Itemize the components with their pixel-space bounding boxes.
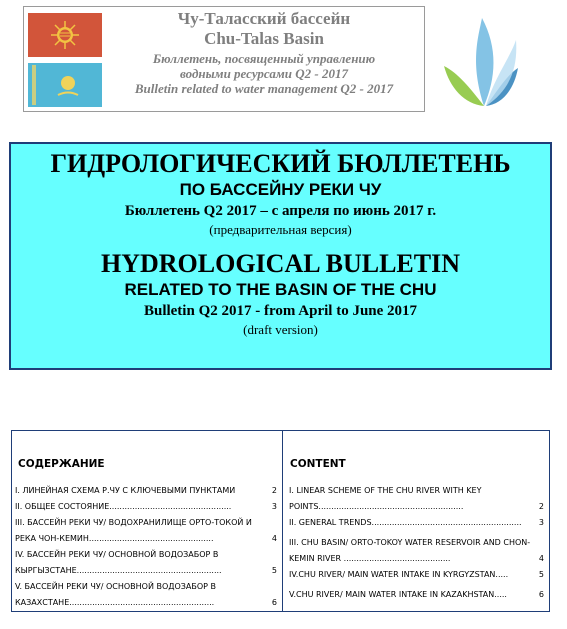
title-ru-sub: ПО БАССЕЙНУ РЕКИ ЧУ — [179, 180, 382, 199]
toc-en-item-2[interactable] — [289, 515, 544, 531]
toc-item-page: 4 — [271, 534, 277, 543]
toc-item-text: III. БАССЕЙН РЕКИ ЧУ/ ВОДОХРАНИЛИЩЕ ОРТО-ТОКОЙ И РЕКА ЧОН-КЕМИН................................................. — [15, 518, 252, 543]
toc-item-text: II. GENERAL TRENDS........................................................... — [289, 518, 522, 527]
title-ru-block — [11, 144, 550, 239]
toc-ru-column — [12, 431, 283, 611]
toc-item-text: IV.CHU RIVER/ MAIN WATER INTAKE IN KYRGYZSTAN..... — [289, 570, 509, 579]
toc-ru-list — [15, 483, 277, 611]
toc-en-item-4[interactable] — [289, 567, 544, 583]
title-en-block — [11, 239, 550, 339]
toc-en-list — [289, 483, 544, 603]
title-en-main: HYDROLOGICAL BULLETIN — [100, 249, 461, 278]
header-text — [106, 9, 422, 97]
kyrgyzstan-flag-icon — [28, 13, 102, 57]
title-ru-main: ГИДРОЛОГИЧЕСКИЙ БЮЛЛЕТЕНЬ — [50, 149, 511, 178]
bulletin-header — [23, 6, 425, 112]
title-en-sub: RELATED TO THE BASIN OF THE CHU — [124, 280, 437, 299]
kazakhstan-flag-icon — [28, 63, 102, 107]
toc-item-page: 3 — [538, 518, 544, 527]
toc-item-text: I. ЛИНЕЙНАЯ СХЕМА Р.ЧУ С КЛЮЧЕВЫМИ ПУНКТАМИ — [15, 486, 236, 495]
toc-ru-item-2[interactable] — [15, 499, 277, 515]
header-subtitle-ru-2: водными ресурсами Q2 - 2017 — [180, 66, 348, 82]
title-ru-draft: (предварительная версия) — [209, 222, 352, 237]
toc-item-page: 6 — [538, 590, 544, 599]
bulletin-title-box — [9, 142, 552, 370]
title-en-period: Bulletin Q2 2017 - from April to June 2017 — [143, 303, 418, 319]
toc-en-heading: CONTENT — [290, 458, 346, 470]
toc-item-page: 5 — [271, 566, 277, 575]
toc-item-page: 2 — [271, 486, 277, 495]
toc-item-text: I. LINEAR SCHEME OF THE CHU RIVER WITH KEY POINTS......................................................... — [289, 486, 482, 511]
toc-item-text: V. БАССЕЙН РЕКИ ЧУ/ ОСНОВНОЙ ВОДОЗАБОР В КАЗАХСТАНЕ......................................................... — [15, 582, 217, 607]
toc-item-text: II. ОБЩЕЕ СОСТОЯНИЕ................................................ — [15, 502, 232, 511]
toc-item-page: 3 — [271, 502, 277, 511]
basin-logo-icon — [440, 18, 520, 110]
toc-en-item-5[interactable] — [289, 587, 544, 603]
header-subtitle-en: Bulletin related to water management Q2 - 2017 — [134, 80, 394, 96]
toc-item-text: V.CHU RIVER/ MAIN WATER INTAKE IN KAZAKHSTAN..... — [289, 590, 507, 599]
toc-ru-item-3[interactable] — [15, 515, 277, 547]
toc-ru-heading: СОДЕРЖАНИЕ — [18, 458, 105, 470]
toc-ru-item-4[interactable] — [15, 547, 277, 579]
toc-ru-item-5[interactable] — [15, 579, 277, 611]
toc-ru-item-1[interactable] — [15, 483, 277, 499]
header-subtitle-ru-1: Бюллетень, посвященный управлению — [152, 51, 376, 67]
title-en-draft: (draft version) — [243, 322, 318, 337]
title-ru-period: Бюллетень Q2 2017 – с апреля по июнь 2017 г. — [124, 203, 437, 219]
toc-item-page: 4 — [538, 554, 544, 563]
toc-en-column — [283, 431, 549, 611]
toc-item-page: 2 — [538, 502, 544, 511]
toc-item-text: IV. БАССЕЙН РЕКИ ЧУ/ ОСНОВНОЙ ВОДОЗАБОР В КЫРГЫЗСТАНЕ......................................................... — [15, 550, 222, 575]
toc-en-item-1[interactable] — [289, 483, 544, 515]
toc-item-page: 6 — [271, 598, 277, 607]
header-title-ru: Чу-Таласский бассейн — [177, 9, 351, 28]
table-of-contents — [11, 430, 550, 612]
toc-item-text: III. CHU BASIN/ ORTO-TOKOY WATER RESERVOIR AND CHON-KEMIN RIVER .......................................... — [289, 538, 531, 563]
header-title-en: Chu-Talas Basin — [204, 28, 324, 48]
toc-item-page: 5 — [538, 570, 544, 579]
toc-en-item-3[interactable] — [289, 535, 544, 567]
